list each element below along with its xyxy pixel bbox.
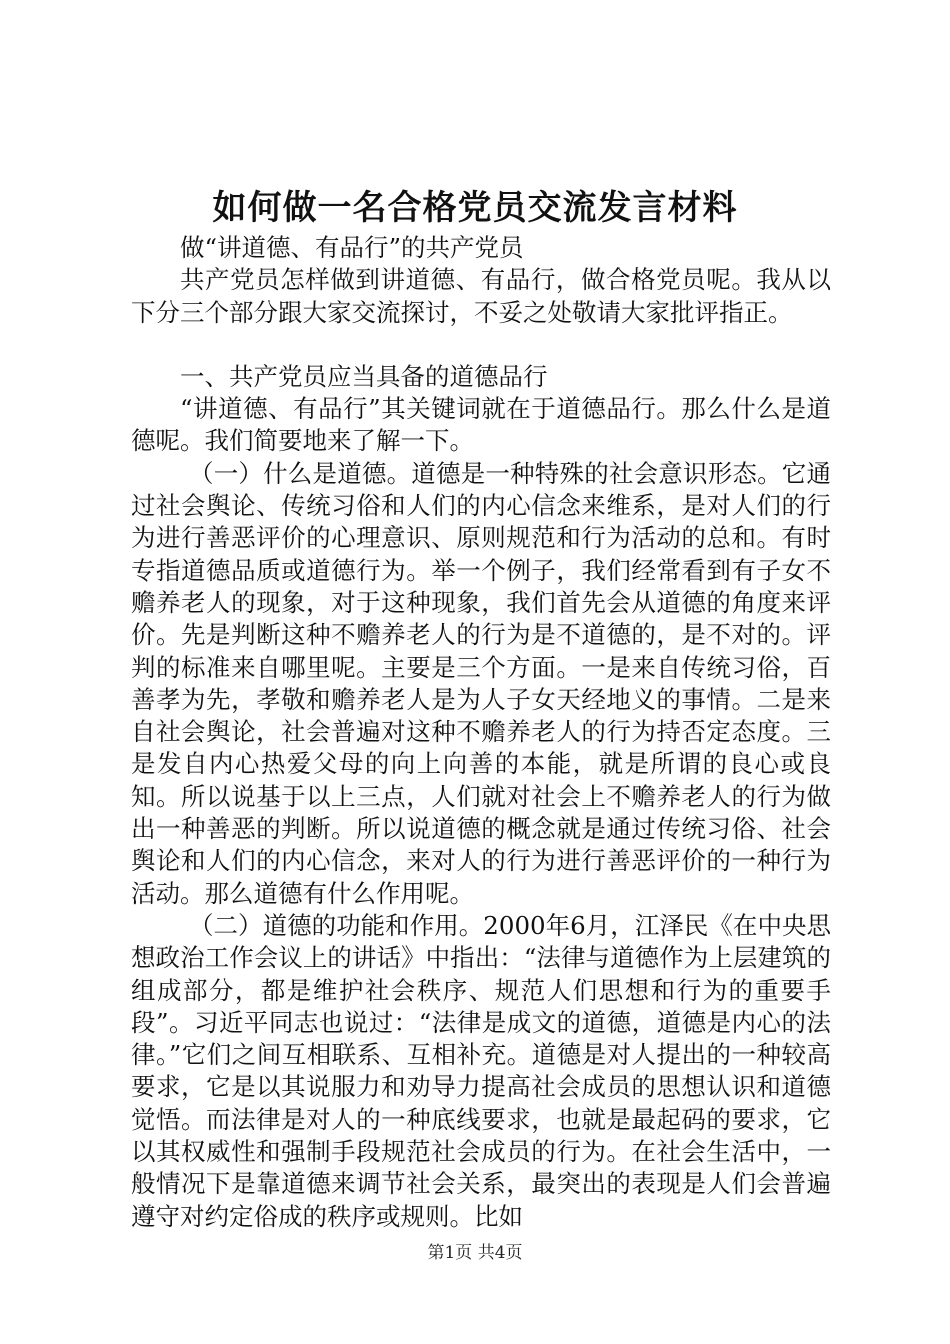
section-heading: 一、共产党员应当具备的道德品行 bbox=[180, 361, 548, 391]
page-number-footer: 第1页 共4页 bbox=[427, 1243, 523, 1263]
document-title: 如何做一名合格党员交流发言材料 bbox=[212, 188, 738, 228]
intro-paragraph: 共产党员怎样做到讲道德、有品行，做合格党员呢。我从以下分三个部分跟大家交流探讨，不妥之处敬请大家批评指正。 bbox=[131, 265, 831, 327]
paragraph-gap bbox=[131, 329, 831, 361]
body-paragraph: （一）什么是道德。道德是一种特殊的社会意识形态。它通过社会舆论、传统习俗和人们的内心信念来维系，是对人们的行为进行善恶评价的心理意识、原则规范和行为活动的总和。有时专指道德品质或道德行为。举一个例子，我们经常看到有子女不赡养老人的现象，对于这种现象，我们首先会从道德的角度来评价。先是判断这种不赡养老人的行为是不道德的，是不对的。评判的标准来自哪里呢。主要是三个方面。一是来自传统习俗，百善孝为先，孝敬和赡养老人是为人子女天经地义的事情。二是来自社会舆论，社会普遍对这种不赡养老人的行为持否定态度。三是发自内心热爱父母的向上向善的本能，就是所谓的良心或良知。所以说基于以上三点，人们就对社会上不赡养老人的行为做出一种善恶的判断。所以说道德的概念就是通过传统习俗、社会舆论和人们的内心信念，来对人的行为进行善恶评价的一种行为活动。那么道德有什么作用呢。 bbox=[131, 458, 831, 908]
document-body bbox=[131, 232, 831, 1233]
body-paragraph: “讲道德、有品行”其关键词就在于道德品行。那么什么是道德呢。我们简要地来了解一下。 bbox=[131, 394, 831, 456]
body-paragraph: （二）道德的功能和作用。2000年6月，江泽民《在中央思想政治工作会议上的讲话》中指出：“法律与道德作为上层建筑的组成部分，都是维护社会秩序、规范人们思想和行为的重要手段”。习近平同志也说过：“法律是成文的道德，道德是内心的法律。”它们之间互相联系、互相补充。道德是对人提出的一种较高要求，它是以其说服力和劝导力提高社会成员的思想认识和道德觉悟。而法律是对人的一种底线要求，也就是最起码的要求，它以其权威性和强制手段规范社会成员的行为。在社会生活中，一般情况下是靠道德来调节社会关系，最突出的表现是人们会普遍遵守对约定俗成的秩序或规则。比如 bbox=[131, 910, 831, 1231]
subtitle-paragraph: 做“讲道德、有品行”的共产党员 bbox=[180, 233, 524, 262]
